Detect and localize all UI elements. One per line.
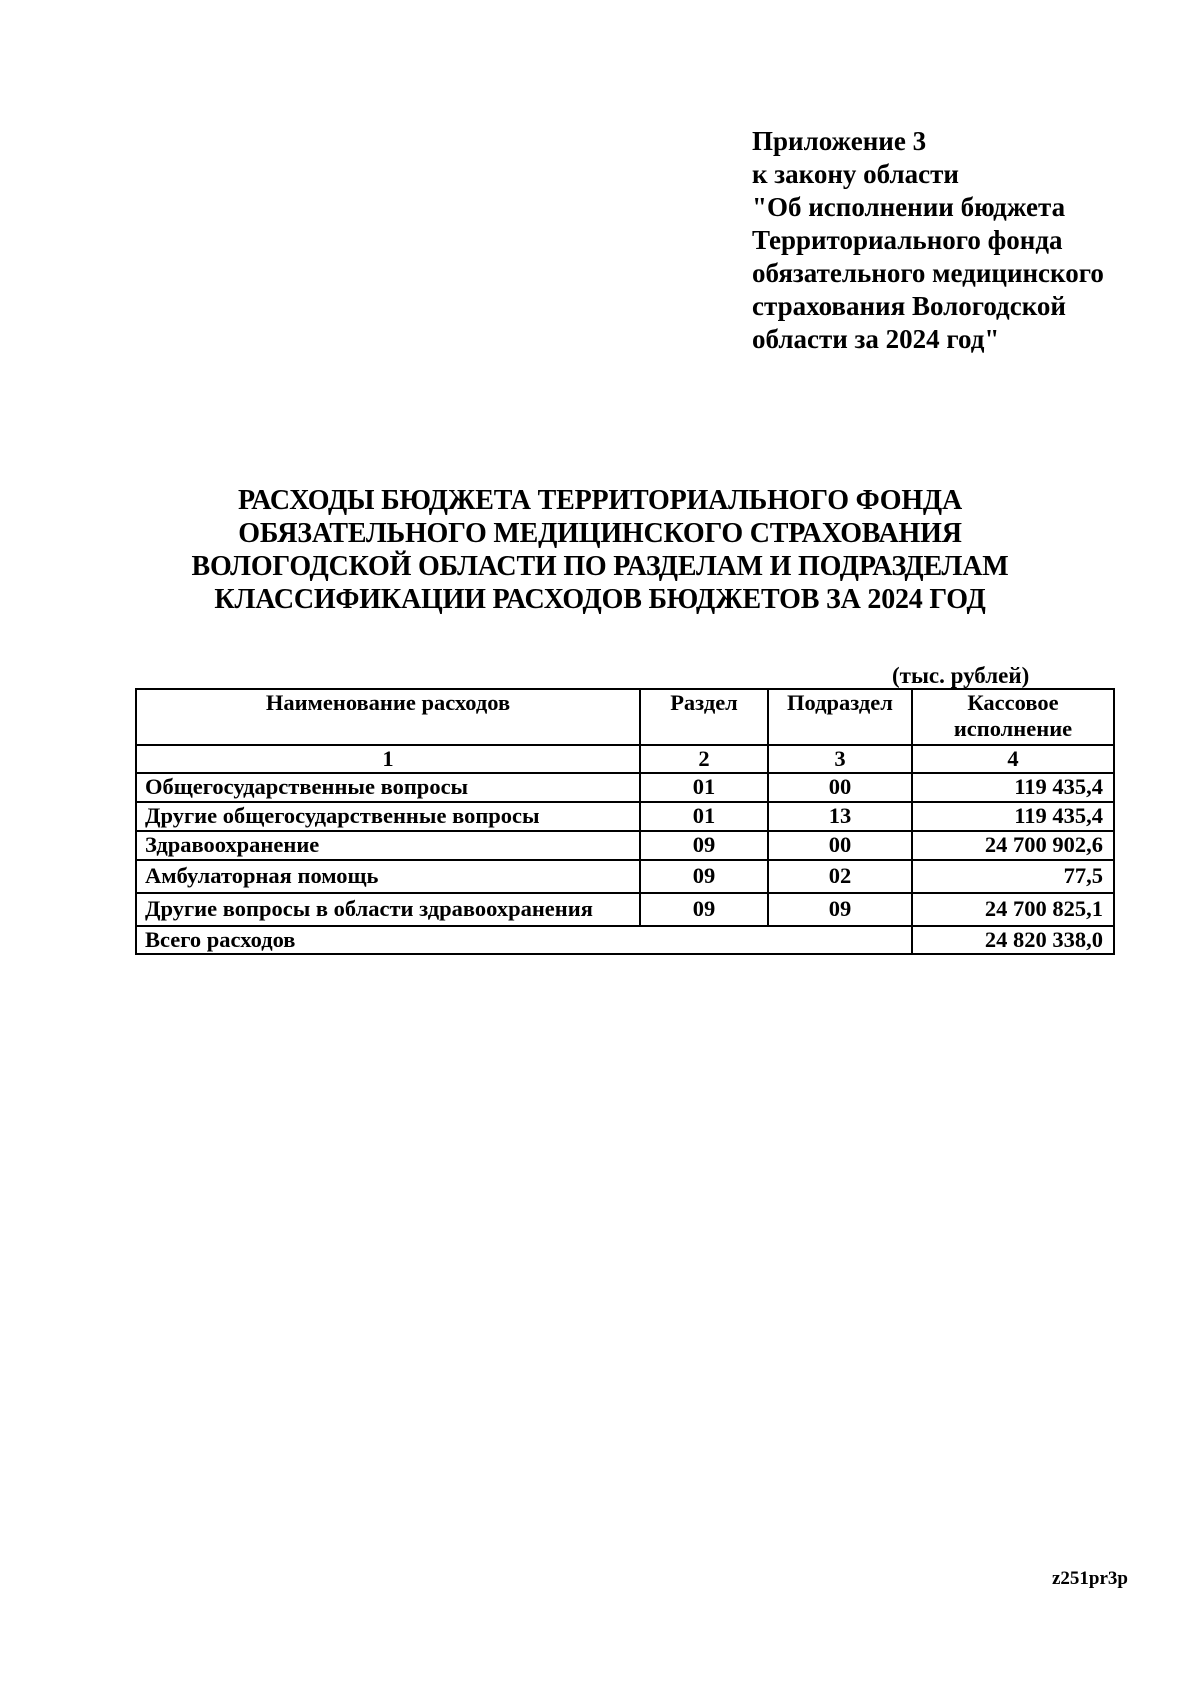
- row-name: Амбулаторная помощь: [136, 860, 640, 893]
- row-podrazdel: 00: [768, 831, 912, 860]
- table-header-row: [136, 689, 1114, 745]
- header-execution-line2: исполнение: [953, 716, 1073, 741]
- header-razdel: Раздел: [640, 689, 768, 745]
- row-razdel: 09: [640, 893, 768, 926]
- table-row: [136, 860, 1114, 893]
- row-amount: 24 700 825,1: [912, 893, 1114, 926]
- expenses-table: [135, 688, 1115, 955]
- appendix-line: "Об исполнении бюджета: [752, 192, 1066, 222]
- table-row: [136, 831, 1114, 860]
- row-name: Другие вопросы в области здравоохранения: [136, 893, 640, 926]
- appendix-line: Приложение 3: [752, 126, 927, 156]
- row-podrazdel: 13: [768, 802, 912, 831]
- row-amount: 77,5: [912, 860, 1114, 893]
- total-label: Всего расходов: [136, 926, 912, 954]
- document-title: [100, 484, 1100, 616]
- total-row: [136, 926, 1114, 954]
- row-razdel: 01: [640, 802, 768, 831]
- header-name: Наименование расходов: [136, 689, 640, 745]
- row-amount: 119 435,4: [912, 802, 1114, 831]
- title-line: ВОЛОГОДСКОЙ ОБЛАСТИ ПО РАЗДЕЛАМ И ПОДРАЗДЕЛАМ: [191, 551, 1009, 582]
- title-line: ОБЯЗАТЕЛЬНОГО МЕДИЦИНСКОГО СТРАХОВАНИЯ: [238, 518, 962, 549]
- row-razdel: 09: [640, 860, 768, 893]
- column-number: 2: [640, 745, 768, 773]
- row-name: Общегосударственные вопросы: [136, 773, 640, 802]
- table-row: [136, 893, 1114, 926]
- appendix-block: [752, 125, 1172, 356]
- appendix-line: к закону области: [752, 159, 959, 189]
- appendix-line: обязательного медицинского: [752, 258, 1104, 288]
- column-number: 4: [912, 745, 1114, 773]
- row-podrazdel: 02: [768, 860, 912, 893]
- total-amount: 24 820 338,0: [912, 926, 1114, 954]
- title-line: РАСХОДЫ БЮДЖЕТА ТЕРРИТОРИАЛЬНОГО ФОНДА: [237, 485, 963, 516]
- table-row: [136, 802, 1114, 831]
- table-row: [136, 773, 1114, 802]
- appendix-line: Территориального фонда: [752, 225, 1063, 255]
- row-name: Другие общегосударственные вопросы: [136, 802, 640, 831]
- row-razdel: 09: [640, 831, 768, 860]
- document-code: z251pr3p: [1052, 1568, 1128, 1589]
- row-name: Здравоохранение: [136, 831, 640, 860]
- row-podrazdel: 09: [768, 893, 912, 926]
- title-line: КЛАССИФИКАЦИИ РАСХОДОВ БЮДЖЕТОВ ЗА 2024 ГОД: [214, 584, 986, 615]
- column-number: 3: [768, 745, 912, 773]
- row-razdel: 01: [640, 773, 768, 802]
- row-amount: 24 700 902,6: [912, 831, 1114, 860]
- column-number-row: [136, 745, 1114, 773]
- appendix-line: области за 2024 год": [752, 324, 1000, 354]
- appendix-line: страхования Вологодской: [752, 291, 1066, 321]
- header-execution: [912, 689, 1114, 745]
- row-amount: 119 435,4: [912, 773, 1114, 802]
- column-number: 1: [136, 745, 640, 773]
- header-podrazdel: Подраздел: [768, 689, 912, 745]
- units-label: (тыс. рублей): [892, 663, 1030, 688]
- row-podrazdel: 00: [768, 773, 912, 802]
- header-execution-line1: Кассовое: [967, 690, 1059, 715]
